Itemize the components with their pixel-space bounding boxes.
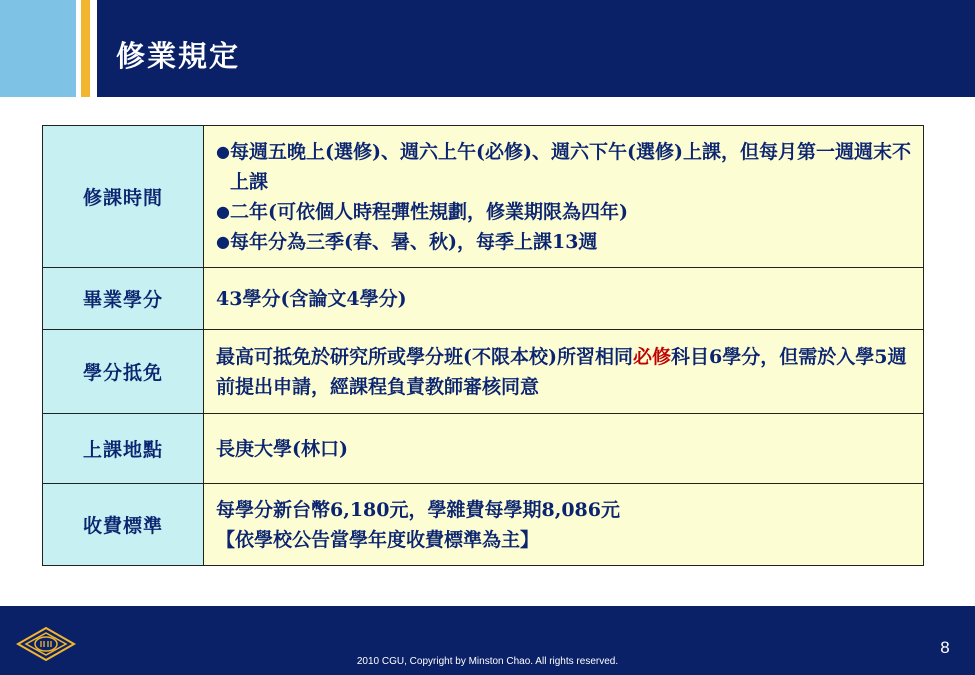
row-value — [204, 330, 924, 414]
fee-note: 【依學校公告當學年度收費標準為主】 — [216, 528, 540, 551]
header-accent-light-blue — [0, 0, 76, 97]
credit-text-before: 最高可抵免於研究所或學分班(不限本校)所習相同 — [216, 345, 633, 368]
bullet-icon: ● — [216, 201, 230, 221]
table-row — [43, 330, 924, 414]
row-label: 學分抵免 — [43, 330, 204, 414]
bullet-icon: ● — [216, 141, 230, 161]
header-accent-gold — [81, 0, 90, 97]
table-row — [43, 126, 924, 268]
row-value — [204, 484, 924, 566]
list-item — [216, 197, 915, 227]
list-item — [216, 227, 915, 257]
row-label: 修課時間 — [43, 126, 204, 268]
table-row — [43, 414, 924, 484]
list-item — [216, 137, 915, 197]
list-item-text: 二年(可依個人時程彈性規劃，修業期限為四年) — [230, 200, 628, 223]
list-item-text: 每年分為三季(春、暑、秋)，每季上課13週 — [230, 230, 598, 253]
row-value — [204, 126, 924, 268]
bullet-icon: ● — [216, 231, 230, 251]
page-number: 8 — [940, 638, 950, 657]
table-row — [43, 268, 924, 330]
fee-line: 每學分新台幣6,180元，學雜費每學期8,086元 — [216, 498, 620, 521]
credit-text-after: 科目6學分，但需於入學5週前提出申請，經課程負責教師審核同意 — [216, 345, 907, 398]
table-row — [43, 484, 924, 566]
slide-title: 修業規定 — [116, 39, 241, 73]
row-value: 長庚大學(林口) — [204, 414, 924, 484]
row-label: 畢業學分 — [43, 268, 204, 330]
row-value: 43學分(含論文4學分) — [204, 268, 924, 330]
regulations-table — [42, 125, 924, 566]
copyright-text: 2010 CGU, Copyright by Minston Chao. All rights reserved. — [356, 656, 619, 667]
row-label: 上課地點 — [43, 414, 204, 484]
row-label: 收費標準 — [43, 484, 204, 566]
list-item-text: 每週五晚上(選修)、週六上午(必修)、週六下午(選修)上課，但每月第一週週末不上課 — [230, 140, 911, 193]
required-course-highlight: 必修 — [632, 345, 671, 368]
